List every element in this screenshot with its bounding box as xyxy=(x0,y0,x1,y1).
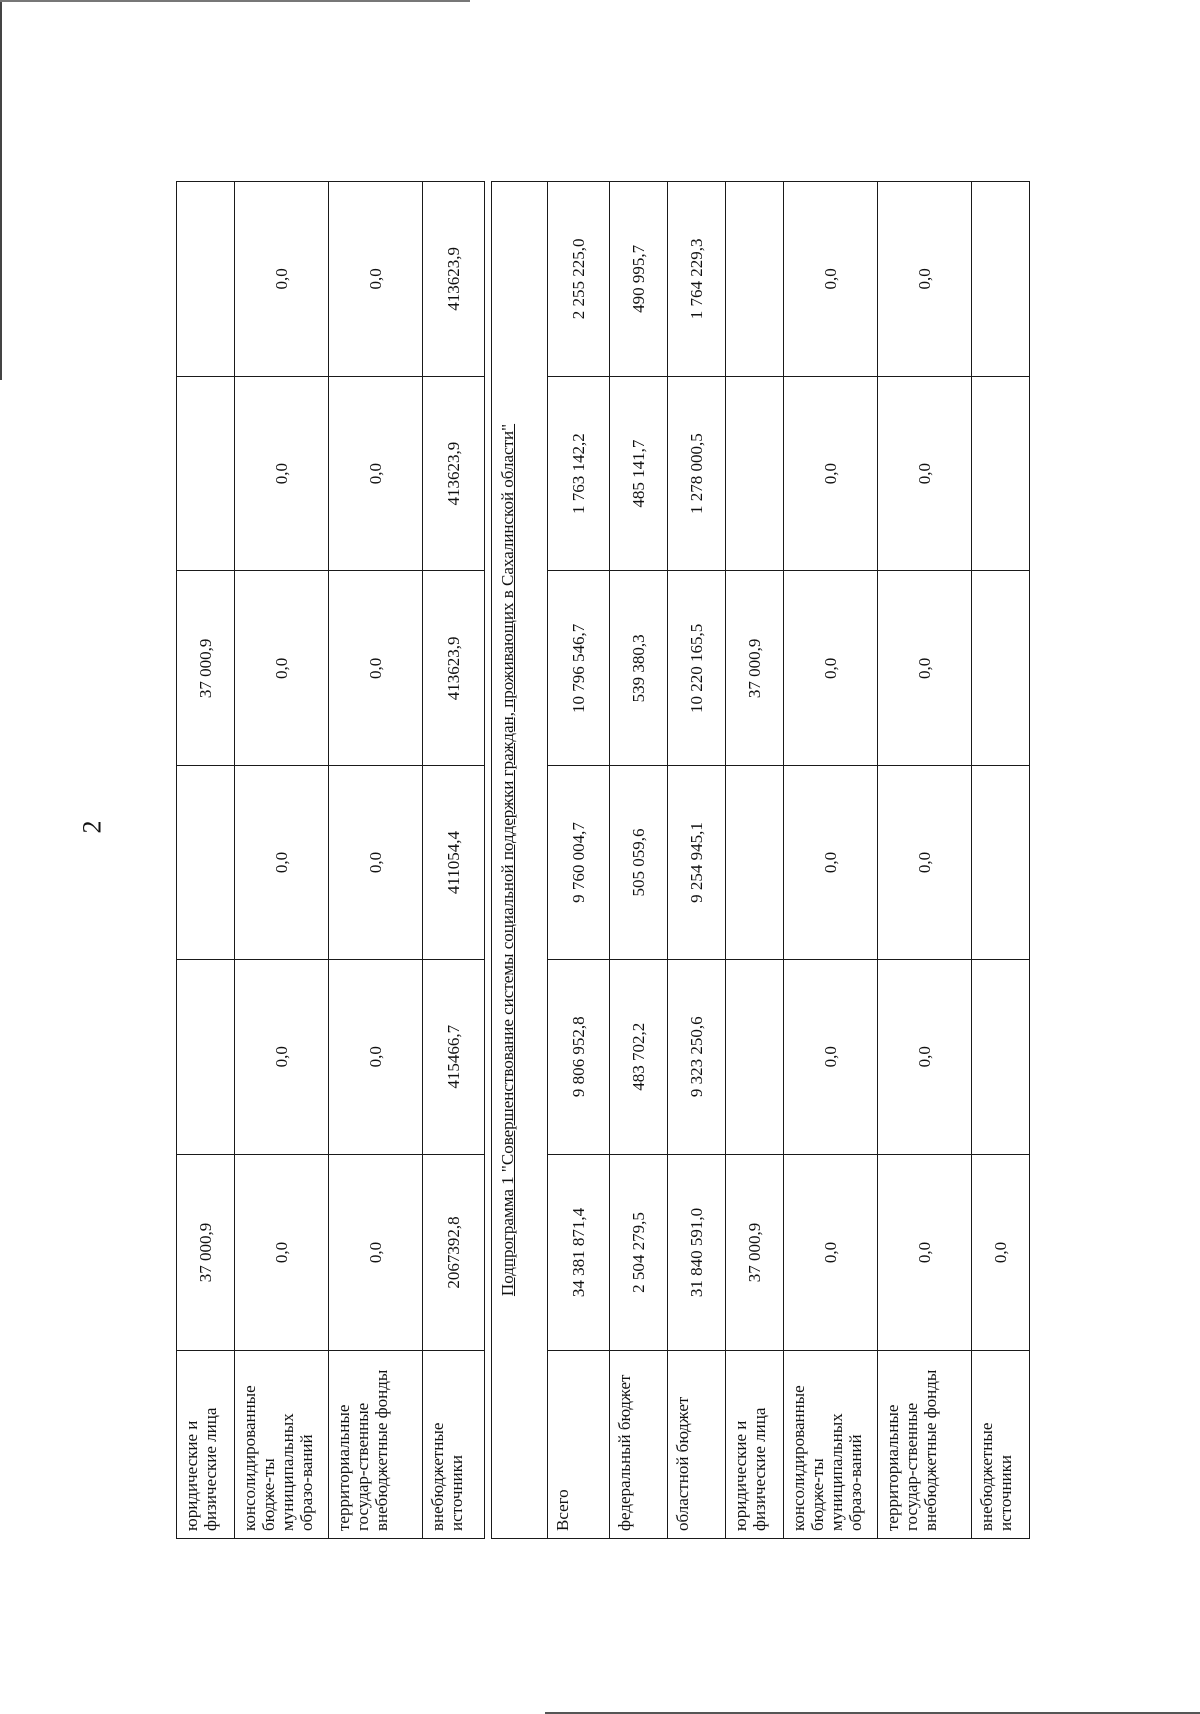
value-cell: 10 796 546,7 xyxy=(548,571,610,766)
table-row xyxy=(668,182,726,1539)
value-cell: 0,0 xyxy=(329,959,423,1154)
row-label: областной бюджет xyxy=(668,1351,726,1539)
value-cell: 2 255 225,0 xyxy=(548,182,610,377)
value-cell: 10 220 165,5 xyxy=(668,571,726,766)
value-cell: 9 323 250,6 xyxy=(668,959,726,1154)
value-cell: 505 059,6 xyxy=(610,766,668,960)
value-cell: 0,0 xyxy=(329,376,423,571)
value-cell: 9 760 004,7 xyxy=(548,766,610,960)
value-cell: 9 254 945,1 xyxy=(668,766,726,960)
value-cell xyxy=(972,571,1030,766)
value-cell: 0,0 xyxy=(972,1154,1030,1351)
scan-page-edge-left xyxy=(0,0,2,380)
value-cell: 0,0 xyxy=(235,376,329,571)
value-cell xyxy=(726,376,784,571)
value-cell: 413623,9 xyxy=(423,571,485,766)
value-cell xyxy=(726,959,784,1154)
value-cell: 0,0 xyxy=(235,959,329,1154)
value-cell xyxy=(972,959,1030,1154)
value-cell: 0,0 xyxy=(878,376,972,571)
value-cell: 0,0 xyxy=(329,1154,423,1351)
row-label: юридические и физические лица xyxy=(177,1351,235,1539)
scan-page-edge-top xyxy=(0,0,470,2)
value-cell: 413623,9 xyxy=(423,376,485,571)
value-cell: 1 764 229,3 xyxy=(668,182,726,377)
value-cell: 0,0 xyxy=(878,1154,972,1351)
value-cell: 2 504 279,5 xyxy=(610,1154,668,1351)
value-cell: 1 278 000,5 xyxy=(668,376,726,571)
value-cell: 9 806 952,8 xyxy=(548,959,610,1154)
page-number: 2 xyxy=(77,820,107,834)
value-cell: 0,0 xyxy=(878,959,972,1154)
value-cell: 411054,4 xyxy=(423,766,485,960)
table-row xyxy=(235,182,329,1539)
section-gap xyxy=(485,182,492,1539)
value-cell: 0,0 xyxy=(878,182,972,377)
value-cell xyxy=(726,182,784,377)
row-label: юридические и физические лица xyxy=(726,1351,784,1539)
value-cell: 0,0 xyxy=(329,766,423,960)
value-cell: 0,0 xyxy=(329,182,423,377)
table-section-top xyxy=(177,182,485,1539)
table-row xyxy=(177,182,235,1539)
table-row xyxy=(726,182,784,1539)
row-label: территориальные государ-ственные внебюджетные фонды xyxy=(329,1351,423,1539)
row-label: федеральный бюджет xyxy=(610,1351,668,1539)
row-label: внебюджетные источники xyxy=(972,1351,1030,1539)
value-cell: 490 995,7 xyxy=(610,182,668,377)
value-cell: 0,0 xyxy=(235,182,329,377)
value-cell: 0,0 xyxy=(235,766,329,960)
value-cell: 413623,9 xyxy=(423,182,485,377)
subprogram-title: Подпрограмма 1 "Совершенствование системы социальной поддержки граждан, проживающих в Сахалинской области" xyxy=(492,182,548,1539)
value-cell xyxy=(972,376,1030,571)
value-cell: 483 702,2 xyxy=(610,959,668,1154)
value-cell xyxy=(177,182,235,377)
value-cell: 0,0 xyxy=(784,376,878,571)
value-cell: 37 000,9 xyxy=(726,1154,784,1351)
value-cell xyxy=(726,766,784,960)
row-label: Всего xyxy=(548,1351,610,1539)
value-cell: 0,0 xyxy=(329,571,423,766)
value-cell: 37 000,9 xyxy=(726,571,784,766)
value-cell: 31 840 591,0 xyxy=(668,1154,726,1351)
table-row xyxy=(423,182,485,1539)
value-cell xyxy=(177,766,235,960)
table-row xyxy=(878,182,972,1539)
value-cell: 0,0 xyxy=(878,571,972,766)
table-row xyxy=(610,182,668,1539)
table-row xyxy=(329,182,423,1539)
value-cell: 1 763 142,2 xyxy=(548,376,610,571)
row-label: консолидированные бюдже-ты муниципальных образо-ваний xyxy=(784,1351,878,1539)
row-label: территориальные государ-ственные внебюджетные фонды xyxy=(878,1351,972,1539)
value-cell: 34 381 871,4 xyxy=(548,1154,610,1351)
value-cell: 0,0 xyxy=(235,1154,329,1351)
table-row xyxy=(972,182,1030,1539)
row-label: внебюджетные источники xyxy=(423,1351,485,1539)
value-cell xyxy=(177,959,235,1154)
value-cell: 37 000,9 xyxy=(177,571,235,766)
row-label: консолидированные бюдже-ты муниципальных образо-ваний xyxy=(235,1351,329,1539)
table-row xyxy=(784,182,878,1539)
value-cell xyxy=(972,766,1030,960)
value-cell xyxy=(972,182,1030,377)
value-cell: 0,0 xyxy=(878,766,972,960)
subprogram-header-section xyxy=(485,182,548,1539)
value-cell: 0,0 xyxy=(784,571,878,766)
funding-table xyxy=(176,181,1030,1539)
value-cell: 415466,7 xyxy=(423,959,485,1154)
value-cell: 0,0 xyxy=(784,766,878,960)
table-row xyxy=(548,182,610,1539)
value-cell xyxy=(177,376,235,571)
value-cell: 0,0 xyxy=(784,959,878,1154)
value-cell: 0,0 xyxy=(784,182,878,377)
value-cell: 0,0 xyxy=(784,1154,878,1351)
value-cell: 539 380,3 xyxy=(610,571,668,766)
value-cell: 485 141,7 xyxy=(610,376,668,571)
value-cell: 37 000,9 xyxy=(177,1154,235,1351)
value-cell: 2067392,8 xyxy=(423,1154,485,1351)
table-section-subprogram-1 xyxy=(548,182,1030,1539)
value-cell: 0,0 xyxy=(235,571,329,766)
